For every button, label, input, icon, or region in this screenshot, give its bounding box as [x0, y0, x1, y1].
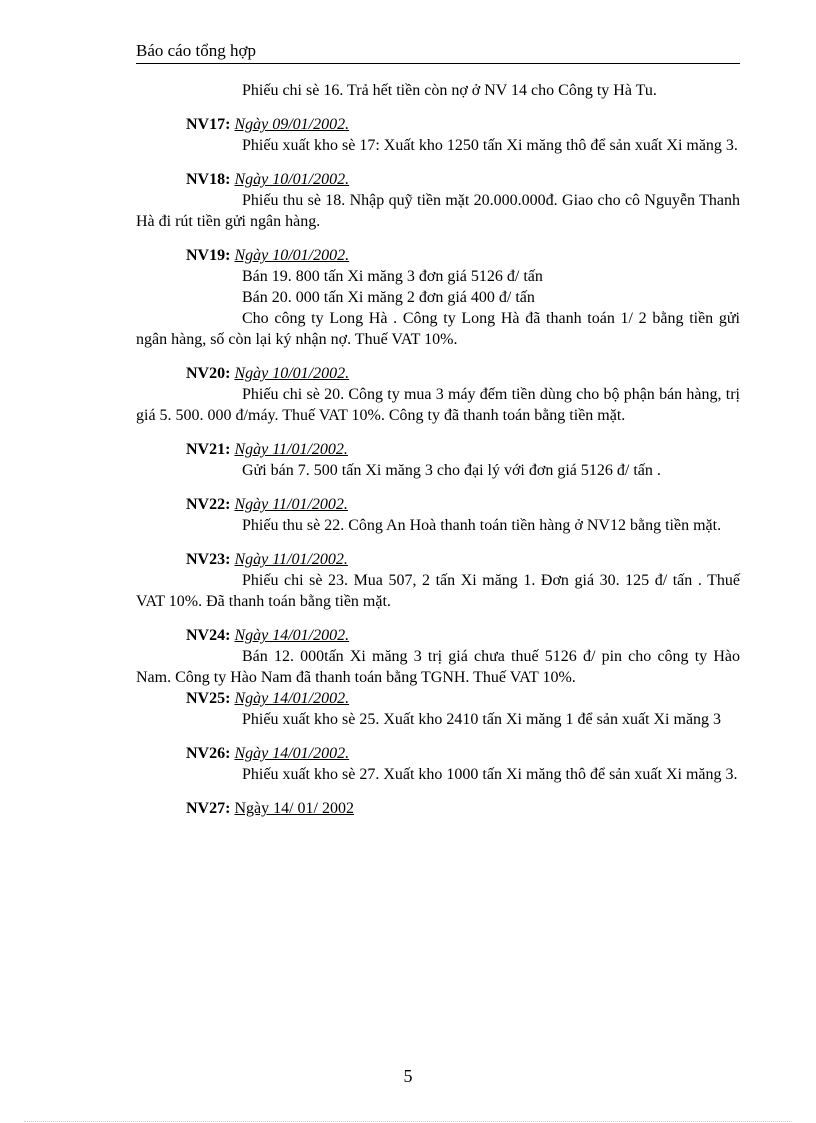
- entry-date: Ngày 11/01/2002.: [234, 441, 348, 458]
- entry-nv24: [136, 625, 740, 688]
- entry-date: Ngày 10/01/2002.: [234, 171, 350, 188]
- entry-date: Ngày 14/01/2002.: [234, 627, 350, 644]
- entry-text: Cho công ty Long Hà . Công ty Long Hà đã thanh toán 1/ 2 bằng tiền gửi ngân hàng, số còn lại ký nhận nợ. Thuế VAT 10%.: [136, 310, 740, 348]
- entry-date: Ngày 11/01/2002.: [234, 496, 348, 513]
- document-page: [136, 40, 740, 832]
- entry-code: NV27:: [186, 800, 231, 817]
- entry-date: Ngày 10/01/2002.: [234, 365, 350, 382]
- entry-text: Phiếu xuất kho sè 17: Xuất kho 1250 tấn Xi măng thô để sản xuất Xi măng 3.: [242, 137, 738, 154]
- entry-text: Phiếu xuất kho sè 25. Xuất kho 2410 tấn Xi măng 1 để sản xuất Xi măng 3: [242, 711, 722, 728]
- entry-code: NV21:: [186, 441, 231, 458]
- entry-nv20: [136, 363, 740, 426]
- entry-code: NV19:: [186, 247, 231, 264]
- entry-text: Phiếu thu sè 22. Công An Hoà thanh toán tiền hàng ở NV12 bằng tiền mặt.: [242, 517, 722, 534]
- entry-text: Phiếu thu sè 18. Nhập quỹ tiền mặt 20.000.000đ. Giao cho cô Nguyễn Thanh Hà đi rút tiền gửi ngân hàng.: [136, 192, 740, 230]
- entry-date: Ngày 10/01/2002.: [234, 247, 350, 264]
- entry-code: NV22:: [186, 496, 231, 513]
- entry-text: Phiếu xuất kho sè 27. Xuất kho 1000 tấn Xi măng thô để sản xuất Xi măng 3.: [242, 766, 738, 783]
- entry-date: Ngày 14/01/2002.: [234, 745, 350, 762]
- entry-code: NV23:: [186, 551, 231, 568]
- entry-text: Phiếu chi sè 23. Mua 507, 2 tấn Xi măng 1. Đơn giá 30. 125 đ/ tấn . Thuế VAT 10%. Đã thanh toán bằng tiền mặt.: [136, 572, 740, 610]
- entry-date: Ngày 11/01/2002.: [234, 551, 348, 568]
- entry-nv21: [136, 439, 740, 481]
- entry-code: NV18:: [186, 171, 231, 188]
- entry-nv18: [136, 169, 740, 232]
- entry-nv26: [136, 743, 740, 785]
- entry-nv23: [136, 549, 740, 612]
- entry-code: NV26:: [186, 745, 231, 762]
- page-number: 5: [403, 1066, 413, 1086]
- entry-nv27: [136, 798, 740, 819]
- entry-nv19: [136, 245, 740, 350]
- entry-code: NV20:: [186, 365, 231, 382]
- entry-code: NV17:: [186, 116, 231, 133]
- entry-date: Ngày 09/01/2002.: [234, 116, 350, 133]
- intro-text: Phiếu chi sè 16. Trả hết tiền còn nợ ở NV 14 cho Công ty Hà Tu.: [242, 82, 657, 99]
- entry-code: NV24:: [186, 627, 231, 644]
- entry-text: Bán 20. 000 tấn Xi măng 2 đơn giá 400 đ/ tấn: [242, 289, 535, 306]
- entry-text: Bán 12. 000tấn Xi măng 3 trị giá chưa thuế 5126 đ/ pin cho công ty Hào Nam. Công ty Hào Nam đã thanh toán bằng TGNH. Thuế VAT 10%.: [136, 648, 740, 686]
- entry-date: Ngày 14/01/2002.: [234, 690, 350, 707]
- entry-date: Ngày 14/ 01/ 2002: [234, 800, 354, 817]
- entry-nv22: [136, 494, 740, 536]
- entry-code: NV25:: [186, 690, 231, 707]
- entry-nv17: [136, 114, 740, 156]
- entry-nv25: [136, 688, 740, 730]
- page-header: Báo cáo tổng hợp: [136, 40, 740, 64]
- entry-text: Gửi bán 7. 500 tấn Xi măng 3 cho đại lý với đơn giá 5126 đ/ tấn .: [242, 462, 661, 479]
- page-edge-divider: [24, 1121, 792, 1122]
- entry-text: Phiếu chi sè 20. Công ty mua 3 máy đếm tiền dùng cho bộ phận bán hàng, trị giá 5. 500. 000 đ/máy. Thuế VAT 10%. Công ty đã thanh toán bằng tiền mặt.: [136, 386, 740, 424]
- entry-text: Bán 19. 800 tấn Xi măng 3 đơn giá 5126 đ/ tấn: [242, 268, 543, 285]
- intro-entry: [136, 80, 740, 101]
